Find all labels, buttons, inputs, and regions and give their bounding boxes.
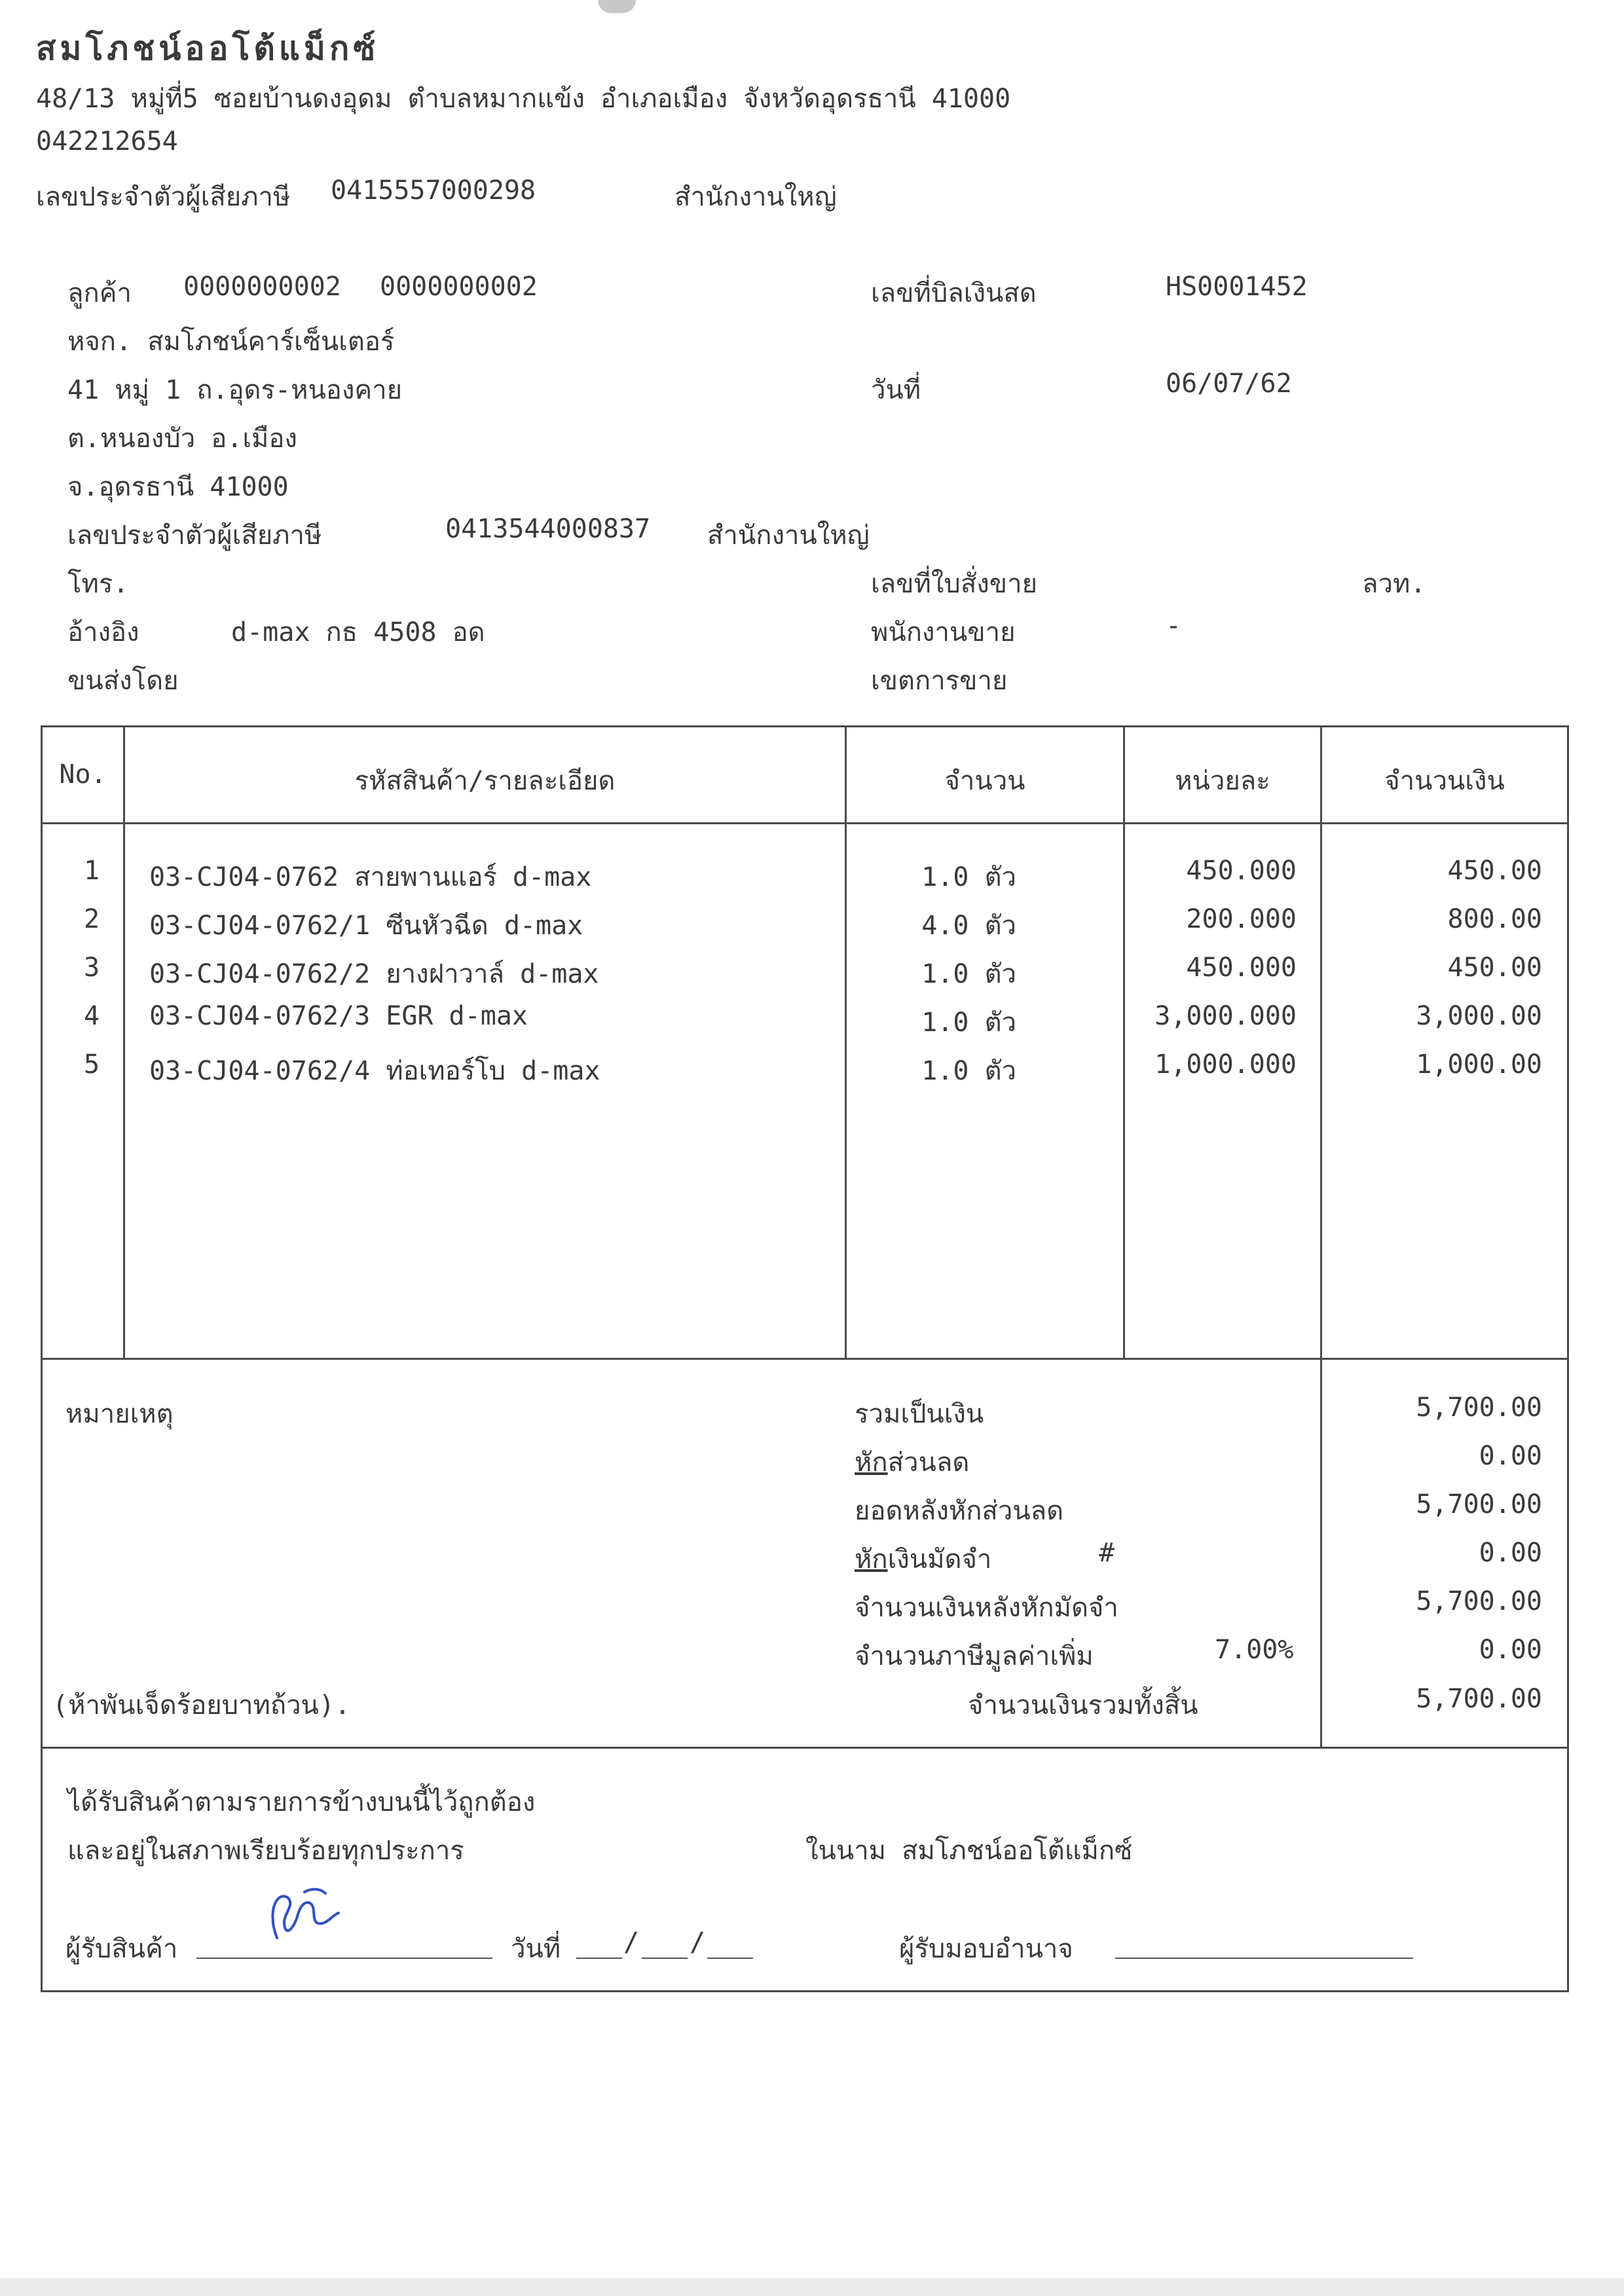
row-unit-price: 450.000 [1186,856,1297,886]
customer-tax-label: เลขประจำตัวผู้เสียภาษี [67,520,322,551]
table-header-divider [41,822,1569,824]
deposit-value: 0.00 [1479,1538,1542,1568]
discount-label-deduct: หัก [855,1448,888,1478]
customer-phone-label: โทร. [67,569,129,599]
vat-label: จำนวนภาษีมูลค่าเพิ่ม [855,1641,1094,1671]
customer-code-1: 0000000002 [183,272,341,302]
remarks-label: หมายเหตุ [65,1399,174,1429]
header-quantity: จำนวน [944,766,1025,796]
row-amount: 1,000.00 [1416,1049,1542,1080]
shipping-label: ขนส่งโดย [67,666,179,696]
table-top-border [41,725,1569,727]
row-quantity: 1.0 ตัว [921,1056,1016,1086]
customer-address-2: ต.หนองบัว อ.เมือง [67,424,297,454]
date-month-line [642,1958,688,1959]
date-label: วันที่ [871,375,921,405]
receiver-signature-line [196,1958,492,1959]
row-no: 3 [83,953,100,983]
reference-label: อ้างอิง [67,617,139,647]
column-divider-no [123,725,125,1358]
row-amount: 3,000.00 [1416,1001,1542,1031]
seller-tax-id: 0415557000298 [331,175,536,206]
row-quantity: 1.0 ตัว [921,1008,1016,1038]
seller-phone: 042212654 [36,126,178,156]
deposit-hash: # [1099,1538,1115,1568]
row-unit-price: 1,000.000 [1154,1049,1297,1080]
row-no: 5 [83,1049,100,1080]
deposit-label [855,1538,991,1580]
column-divider-qty [1123,725,1125,1358]
receiver-signature [265,1886,350,1944]
customer-label: ลูกค้า [67,278,132,308]
row-amount: 800.00 [1447,904,1542,934]
seller-tax-label: เลขประจำตัวผู้เสียภาษี [36,182,291,212]
column-divider-desc [845,725,847,1358]
amount-in-words: (ห้าพันเจ็ดร้อยบาทถ้วน). [52,1690,351,1721]
bill-number-label: เลขที่บิลเงินสด [871,278,1037,308]
after-deposit-label: จำนวนเงินหลังหักมัดจำ [855,1593,1118,1623]
row-description: 03-CJ04-0762/3 EGR d-max [149,1001,528,1031]
discount-label-text: ส่วนลด [887,1448,970,1478]
row-amount: 450.00 [1447,856,1542,886]
column-divider-unit [1320,725,1322,1748]
row-unit-price: 200.000 [1186,904,1297,934]
row-no: 1 [83,856,100,886]
customer-branch: สำนักงานใหญ่ [707,520,870,551]
row-unit-price: 450.000 [1186,953,1297,983]
vat-value: 0.00 [1479,1635,1542,1665]
scan-edge-strip [0,2278,1624,2296]
frame-right-border [1567,725,1569,1992]
header-description: รหัสสินค้า/รายละเอียด [354,766,616,796]
date-day-line [576,1958,622,1959]
customer-address-3: จ.อุดรธานี 41000 [67,472,289,502]
invoice-date: 06/07/62 [1166,369,1292,399]
seller-address: 48/13 หมู่ที่5 ซอยบ้านดงอุดม ตำบลหมากแข้ง อำเภอเมือง จังหวัดอุดรธานี 41000 [36,84,1011,114]
row-quantity: 1.0 ตัว [921,959,1016,989]
header-amount: จำนวนเงิน [1384,766,1505,796]
table-bottom-border [41,1358,1569,1360]
punch-hole-mark [598,0,636,13]
grand-total-value: 5,700.00 [1416,1684,1542,1714]
customer-name: หจก. สมโภชน์คาร์เซ็นเตอร์ [67,327,395,357]
discount-label [855,1441,969,1483]
subtotal-value: 5,700.00 [1416,1393,1542,1423]
vat-rate: 7.00% [1215,1635,1294,1665]
row-amount: 450.00 [1447,953,1542,983]
customer-address-1: 41 หมู่ 1 ถ.อุดร-หนองคาย [67,375,403,405]
totals-bottom-border [41,1747,1569,1749]
salesperson-value: - [1166,611,1182,641]
after-deposit-value: 5,700.00 [1416,1586,1542,1616]
header-no: No. [59,759,107,790]
date-separator-2: / [690,1927,706,1958]
deposit-label-text: เงินมัดจำ [887,1544,992,1575]
row-quantity: 1.0 ตัว [921,862,1016,892]
grand-total-label: จำนวนเงินรวมทั้งสิ้น [968,1690,1198,1721]
after-discount-value: 5,700.00 [1416,1489,1542,1520]
customer-code-2: 0000000002 [380,272,538,302]
authorized-person-label: ผู้รับมอบอำนาจ [899,1934,1073,1964]
order-number-label: เลขที่ใบสั่งขาย [871,569,1038,599]
footer-bottom-border [41,1990,1569,1992]
order-number-suffix: ลวท. [1362,569,1426,599]
row-no: 4 [83,1001,100,1031]
row-description: 03-CJ04-0762 สายพานแอร์ d-max [149,862,592,892]
receive-date-label: วันที่ [511,1934,561,1964]
receipt-confirmation-line-2: และอยู่ในสภาพเรียบร้อยทุกประการ [67,1836,464,1866]
row-description: 03-CJ04-0762/2 ยางฝาวาล์ d-max [149,959,599,989]
seller-branch: สำนักงานใหญ่ [674,182,837,212]
receipt-confirmation-line-1: ได้รับสินค้าตามรายการข้างบนนี้ไว้ถูกต้อง [67,1787,536,1817]
date-year-line [707,1958,753,1959]
receiver-label: ผู้รับสินค้า [65,1934,178,1964]
row-description: 03-CJ04-0762/4 ท่อเทอร์โบ d-max [149,1056,600,1086]
row-description: 03-CJ04-0762/1 ซีนหัวฉีด d-max [149,911,583,941]
seller-name: สมโภชน์ออโต้แม็กซ์ [36,29,380,67]
bill-number: HS0001452 [1166,272,1308,302]
row-quantity: 4.0 ตัว [921,911,1016,941]
subtotal-label: รวมเป็นเงิน [855,1399,984,1429]
date-separator-1: / [623,1927,640,1958]
row-no: 2 [83,904,100,934]
on-behalf-of: ในนาม สมโภชน์ออโต้แม็กซ์ [805,1836,1133,1866]
header-unit-price: หน่วยละ [1175,766,1270,796]
customer-tax-id: 0413544000837 [445,514,651,544]
discount-value: 0.00 [1479,1441,1542,1471]
deposit-label-deduct: หัก [855,1544,888,1575]
after-discount-label: ยอดหลังหักส่วนลด [855,1496,1064,1526]
row-unit-price: 3,000.000 [1154,1001,1297,1031]
salesperson-label: พนักงานขาย [871,617,1016,647]
authorized-signature-line [1115,1958,1413,1959]
reference-value: d-max กธ 4508 อด [231,617,485,647]
sales-area-label: เขตการขาย [871,666,1008,696]
